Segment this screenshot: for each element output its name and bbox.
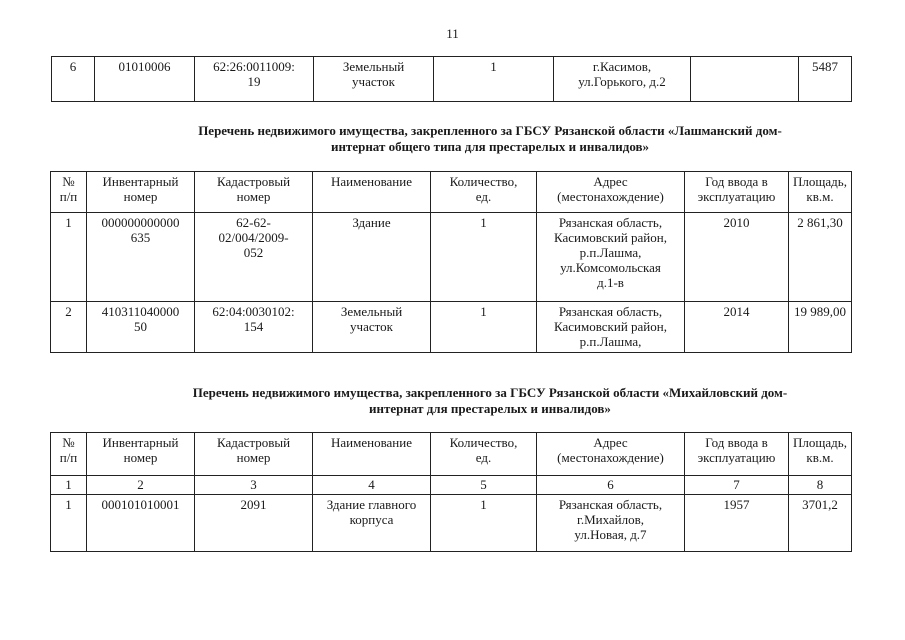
cell-quantity: 1 [431, 213, 537, 302]
cell-inventory: 01010006 [95, 57, 195, 102]
cell-number: 1 [51, 213, 87, 302]
column-number: 8 [789, 476, 852, 495]
cell-year [691, 57, 799, 102]
column-number: 4 [313, 476, 431, 495]
table-row [51, 213, 852, 302]
column-number: 5 [431, 476, 537, 495]
property-table [50, 171, 852, 353]
cell-quantity: 1 [434, 57, 554, 102]
cell-address: Рязанская область, г.Михайлов, ул.Новая, д.7 [537, 495, 685, 552]
header-address: Адрес (местонахождение) [537, 172, 685, 213]
continuation-table [51, 56, 852, 102]
cell-year: 2014 [685, 302, 789, 353]
column-number: 1 [51, 476, 87, 495]
cell-address: Рязанская область, Касимовский район, р.п.Лашма, ул.Комсомольская д.1-в [537, 213, 685, 302]
section-heading [130, 385, 850, 417]
cell-cadastral: 62-62- 02/004/2009- 052 [195, 213, 313, 302]
cell-name: Здание [313, 213, 431, 302]
header-quantity: Количество, ед. [431, 172, 537, 213]
cell-cadastral: 2091 [195, 495, 313, 552]
cell-quantity: 1 [431, 495, 537, 552]
header-area: Площадь, кв.м. [789, 433, 852, 476]
header-name: Наименование [313, 172, 431, 213]
column-number: 6 [537, 476, 685, 495]
cell-number: 6 [52, 57, 95, 102]
cell-name: Земельный участок [314, 57, 434, 102]
cell-address: Рязанская область, Касимовский район, р.п.Лашма, [537, 302, 685, 353]
header-inventory: Инвентарный номер [87, 172, 195, 213]
header-area: Площадь, кв.м. [789, 172, 852, 213]
heading-line: Перечень недвижимого имущества, закрепленного за ГБСУ Рязанской области «Лашманский дом- [198, 123, 782, 138]
header-name: Наименование [313, 433, 431, 476]
cell-quantity: 1 [431, 302, 537, 353]
heading-line: интернат общего типа для престарелых и инвалидов» [330, 139, 650, 154]
cell-year: 1957 [685, 495, 789, 552]
cell-inventory: 000101010001 [87, 495, 195, 552]
header-number: № п/п [51, 433, 87, 476]
cell-address: г.Касимов, ул.Горького, д.2 [554, 57, 691, 102]
header-quantity: Количество, ед. [431, 433, 537, 476]
table-header-row [51, 433, 852, 476]
cell-cadastral: 62:04:0030102: 154 [195, 302, 313, 353]
table-header-row [51, 172, 852, 213]
cell-area: 3701,2 [789, 495, 852, 552]
cell-cadastral: 62:26:0011009: 19 [195, 57, 314, 102]
header-year: Год ввода в эксплуатацию [685, 172, 789, 213]
header-inventory: Инвентарный номер [87, 433, 195, 476]
heading-line: Перечень недвижимого имущества, закрепленного за ГБСУ Рязанской области «Михайловский дом- [192, 385, 788, 400]
cell-area: 5487 [799, 57, 852, 102]
cell-area: 19 989,00 [789, 302, 852, 353]
column-number: 3 [195, 476, 313, 495]
cell-inventory: 410311040000 50 [87, 302, 195, 353]
cell-area: 2 861,30 [789, 213, 852, 302]
cell-name: Здание главного корпуса [313, 495, 431, 552]
cell-name: Земельный участок [313, 302, 431, 353]
column-number: 7 [685, 476, 789, 495]
table-row [51, 302, 852, 353]
header-cadastral: Кадастровый номер [195, 433, 313, 476]
cell-year: 2010 [685, 213, 789, 302]
page-number: 11 [446, 26, 459, 41]
header-number: № п/п [51, 172, 87, 213]
table-row [51, 495, 852, 552]
column-number: 2 [87, 476, 195, 495]
header-year: Год ввода в эксплуатацию [685, 433, 789, 476]
header-address: Адрес (местонахождение) [537, 433, 685, 476]
heading-line: интернат для престарелых и инвалидов» [369, 401, 611, 416]
property-table [50, 432, 852, 552]
cell-number: 1 [51, 495, 87, 552]
table-row [52, 57, 852, 102]
column-number-row [51, 476, 852, 495]
header-cadastral: Кадастровый номер [195, 172, 313, 213]
cell-number: 2 [51, 302, 87, 353]
cell-inventory: 000000000000 635 [87, 213, 195, 302]
section-heading [130, 123, 850, 155]
